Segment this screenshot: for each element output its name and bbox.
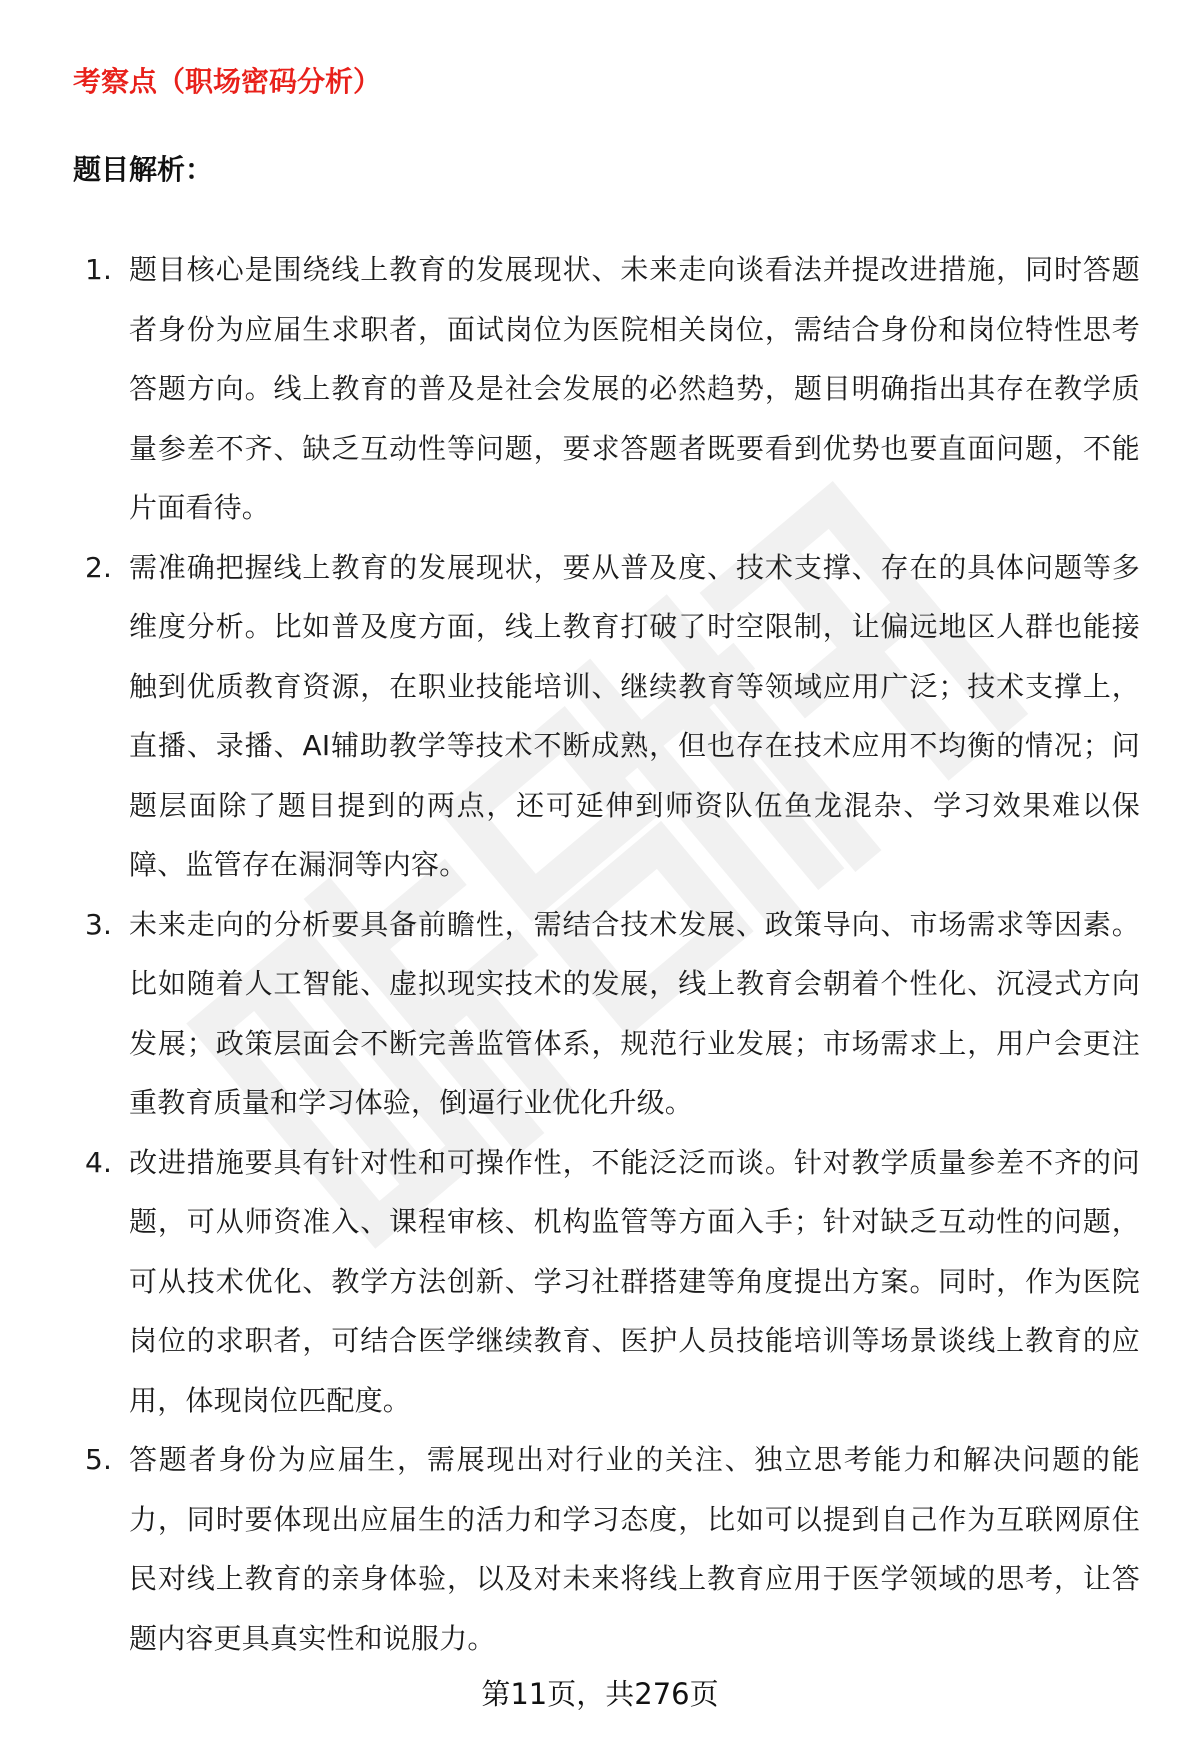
section-heading-analysis: 题目解析： — [73, 153, 214, 186]
list-item-number: 1. — [85, 253, 113, 286]
list-item-number: 5. — [85, 1443, 113, 1476]
list-item-text: 题目核心是围绕线上教育的发展现状、未来走向谈看法并提改进措施，同时答题者身份为应届生求职者，面试岗位为医院相关岗位，需结合身份和岗位特性思考答题方向。线上教育的普及是社会发展的必然趋势，题目明确指出其存在教学质量参差不齐、缺乏互动性等问题，要求答题者既要看到优势也要直面问题，不能片面看待。 — [129, 253, 1140, 524]
list-item-number: 2. — [85, 550, 113, 584]
section-heading-exam-points: 考察点（职场密码分析） — [73, 65, 382, 98]
list-item — [85, 895, 1140, 1133]
page-number-footer: 第11页，共276页 — [481, 1677, 719, 1711]
list-item-text: 需准确把握线上教育的发展现状，要从普及度、技术支撑、存在的具体问题等多维度分析。比如普及度方面，线上教育打破了时空限制，让偏远地区人群也能接触到优质教育资源，在职业技能培训、继续教育等领域应用广泛；技术支撑上，直播、录播、AI辅助教学等技术不断成熟，但也存在技术应用不均衡的情况；问题层面除了题目提到的两点，还可延伸到师资队伍鱼龙混杂、学习效果难以保障、监管存在漏洞等内容。 — [129, 550, 1140, 881]
list-item — [85, 240, 1140, 538]
list-item-number: 3. — [85, 907, 113, 941]
list-item-text: 改进措施要具有针对性和可操作性，不能泛泛而谈。针对教学质量参差不齐的问题，可从师资准入、课程审核、机构监管等方面入手；针对缺乏互动性的问题，可从技术优化、教学方法创新、学习社群搭建等角度提出方案。同时，作为医院岗位的求职者，可结合医学继续教育、医护人员技能培训等场景谈线上教育的应用，体现岗位匹配度。 — [129, 1145, 1140, 1417]
list-item — [85, 538, 1140, 895]
list-item-text: 未来走向的分析要具备前瞻性，需结合技术发展、政策导向、市场需求等因素。比如随着人工智能、虚拟现实技术的发展，线上教育会朝着个性化、沉浸式方向发展；政策层面会不断完善监管体系，规范行业发展；市场需求上，用户会更注重教育质量和学习体验，倒逼行业优化升级。 — [129, 907, 1140, 1119]
list-item-number: 4. — [85, 1145, 113, 1179]
analysis-list — [85, 240, 1140, 1668]
list-item-text: 答题者身份为应届生，需展现出对行业的关注、独立思考能力和解决问题的能力，同时要体现出应届生的活力和学习态度，比如可以提到自己作为互联网原住民对线上教育的亲身体验，以及对未来将线上教育应用于医学领域的思考，让答题内容更具真实性和说服力。 — [129, 1443, 1140, 1655]
list-item — [85, 1430, 1140, 1668]
list-item — [85, 1133, 1140, 1431]
